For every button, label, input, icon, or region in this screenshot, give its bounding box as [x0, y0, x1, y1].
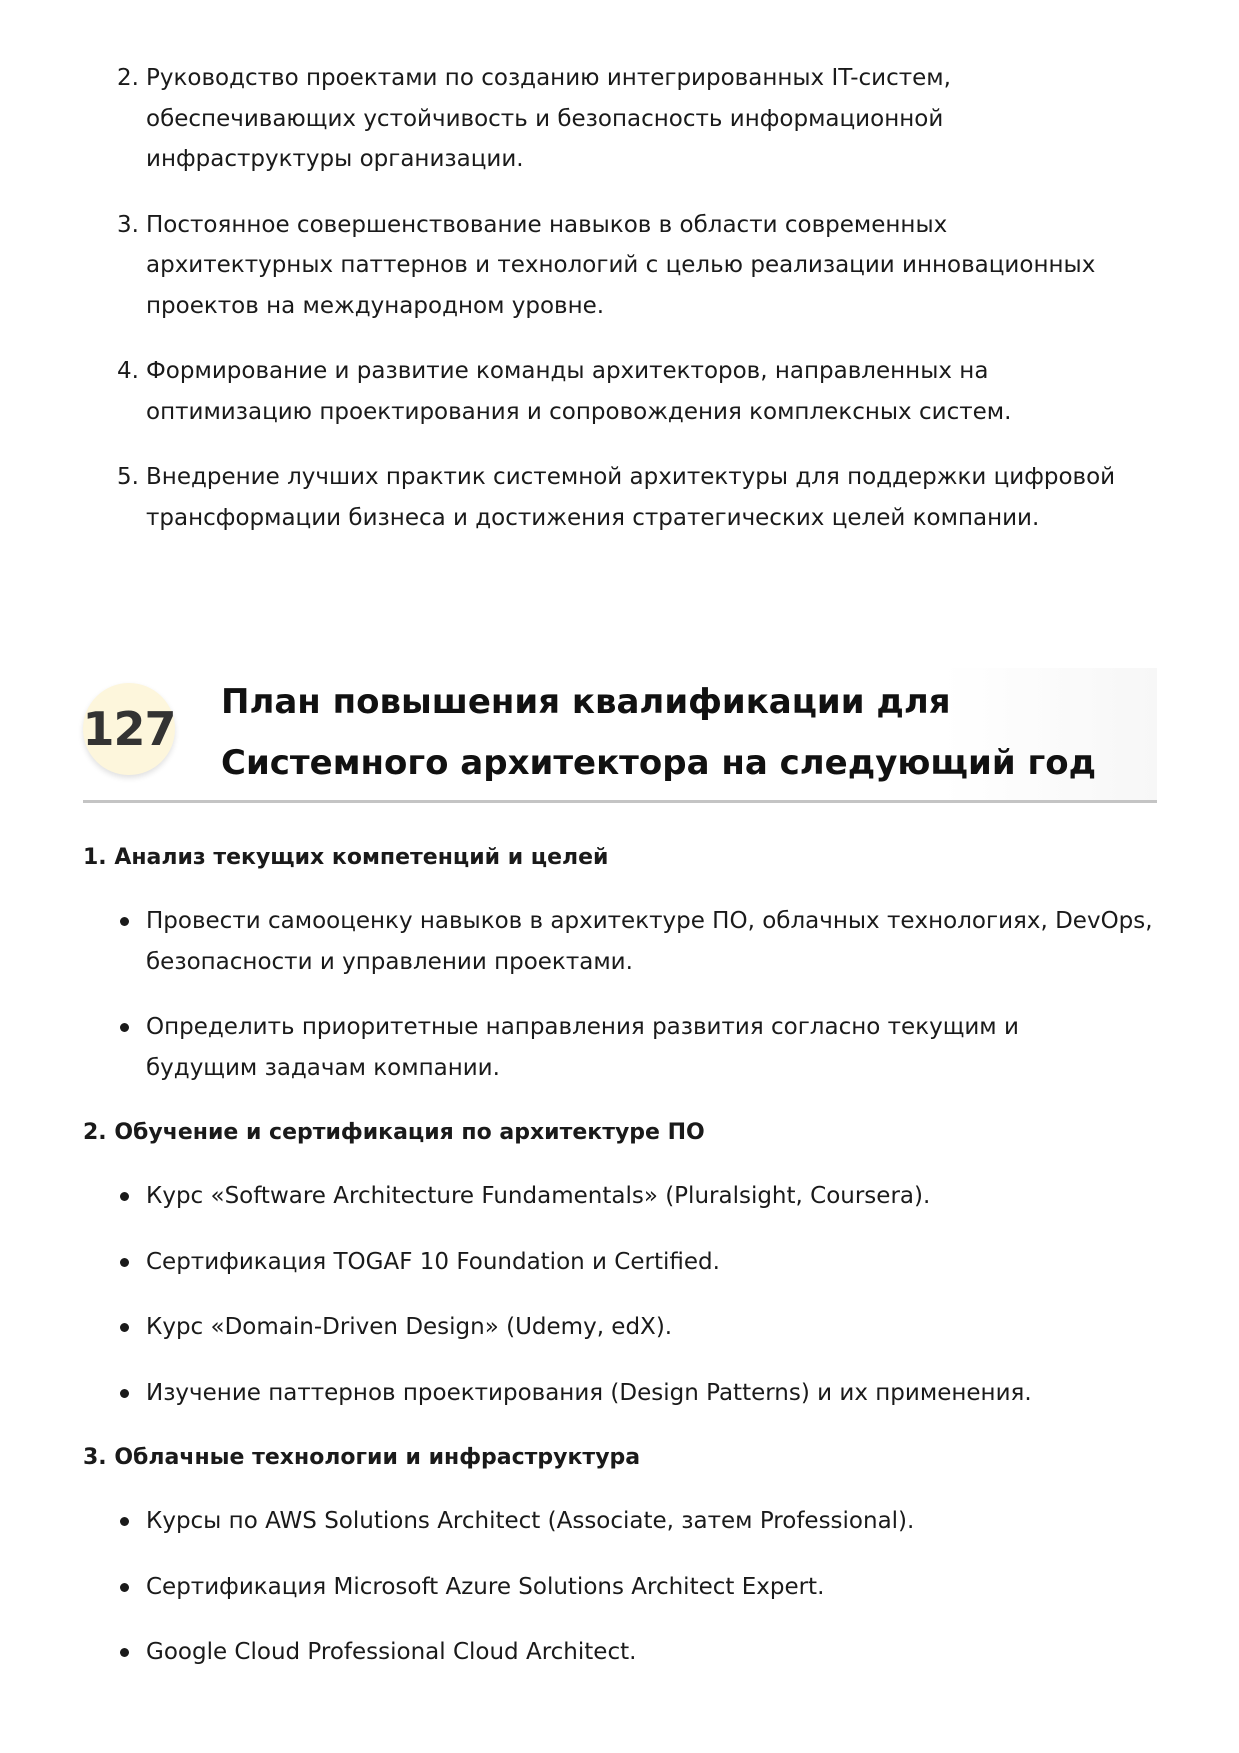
list-item [83, 901, 1157, 982]
bullet-list [83, 901, 1157, 1088]
section-content [83, 838, 1157, 1698]
list-item-number: 2. [117, 65, 139, 91]
sub-heading: 3. Облачные технологии и инфраструктура [83, 1445, 641, 1470]
list-item [117, 205, 1137, 327]
bullet-icon [120, 1583, 129, 1592]
bullet-list [83, 1176, 1157, 1413]
sub-heading: 1. Анализ текущих компетенций и целей [83, 845, 609, 870]
bullet-icon [120, 1023, 129, 1032]
list-item [117, 351, 1137, 432]
bullet-icon [120, 1389, 129, 1398]
list-item-text: Google Cloud Professional Cloud Architect. [146, 1639, 637, 1665]
bullet-icon [120, 917, 129, 926]
list-item [83, 1176, 1157, 1217]
list-item [117, 457, 1137, 538]
bullet-list [83, 1501, 1157, 1673]
goals-list [117, 58, 1137, 563]
list-item-text: Сертификация Microsoft Azure Solutions Architect Expert. [146, 1573, 825, 1600]
list-item [83, 1007, 1157, 1088]
bullet-icon [120, 1323, 129, 1332]
bullet-icon [120, 1258, 129, 1267]
list-item-number: 5. [117, 464, 139, 490]
list-item-text: Курс «Domain-Driven Design» (Udemy, edX). [146, 1314, 673, 1340]
list-item [83, 1567, 1157, 1608]
list-item [83, 1632, 1157, 1673]
list-item [83, 1373, 1157, 1414]
list-item-text: Провести самооценку навыков в архитектуре ПО, облачных технологиях, DevOps, безопасности и управлении проектами. [146, 908, 1153, 975]
content-block-competencies [83, 838, 1157, 1088]
section-header [83, 668, 1157, 803]
list-item [117, 58, 1137, 180]
sub-heading: 2. Обучение и сертификация по архитектуре ПО [83, 1120, 705, 1145]
list-item-text: Руководство проектами по созданию интегрированных IT-систем, обеспечивающих устойчивость и безопасность информационной инфраструктуры организации. [146, 65, 951, 172]
list-item-text: Сертификация TOGAF 10 Foundation и Certified. [146, 1248, 720, 1275]
list-item-text: Внедрение лучших практик системной архитектуры для поддержки цифровой трансформации бизнеса и достижения стратегических целей компании. [146, 464, 1116, 531]
list-item-number: 4. [117, 358, 139, 384]
list-item-text: Курсы по AWS Solutions Architect (Associate, затем Professional). [146, 1508, 915, 1534]
bullet-icon [120, 1192, 129, 1201]
list-item [83, 1242, 1157, 1283]
list-item [83, 1307, 1157, 1348]
list-item [83, 1501, 1157, 1542]
bullet-icon [120, 1648, 129, 1657]
list-item-text: Формирование и развитие команды архитекторов, направленных на оптимизацию проектирования и сопровождения комплексных систем. [146, 358, 1012, 425]
list-item-text: Изучение паттернов проектирования (Design Patterns) и их применения. [146, 1379, 1032, 1406]
list-item-number: 3. [117, 211, 139, 238]
section-title: План повышения квалификации для Системного архитектора на следующий год [221, 682, 1097, 783]
bullet-icon [120, 1517, 129, 1526]
list-item-text: Курс «Software Architecture Fundamentals» (Pluralsight, Coursera). [146, 1183, 931, 1209]
list-item-text: Постоянное совершенствование навыков в области современных архитектурных паттернов и технологий с целью реализации инновационных проектов на международном уровне. [146, 211, 1096, 319]
list-item-text: Определить приоритетные направления развития согласно текущим и будущим задачам компании. [146, 1014, 1019, 1081]
content-block-architecture [83, 1113, 1157, 1413]
section-number-badge: 127 [83, 683, 175, 775]
content-block-cloud [83, 1438, 1157, 1673]
